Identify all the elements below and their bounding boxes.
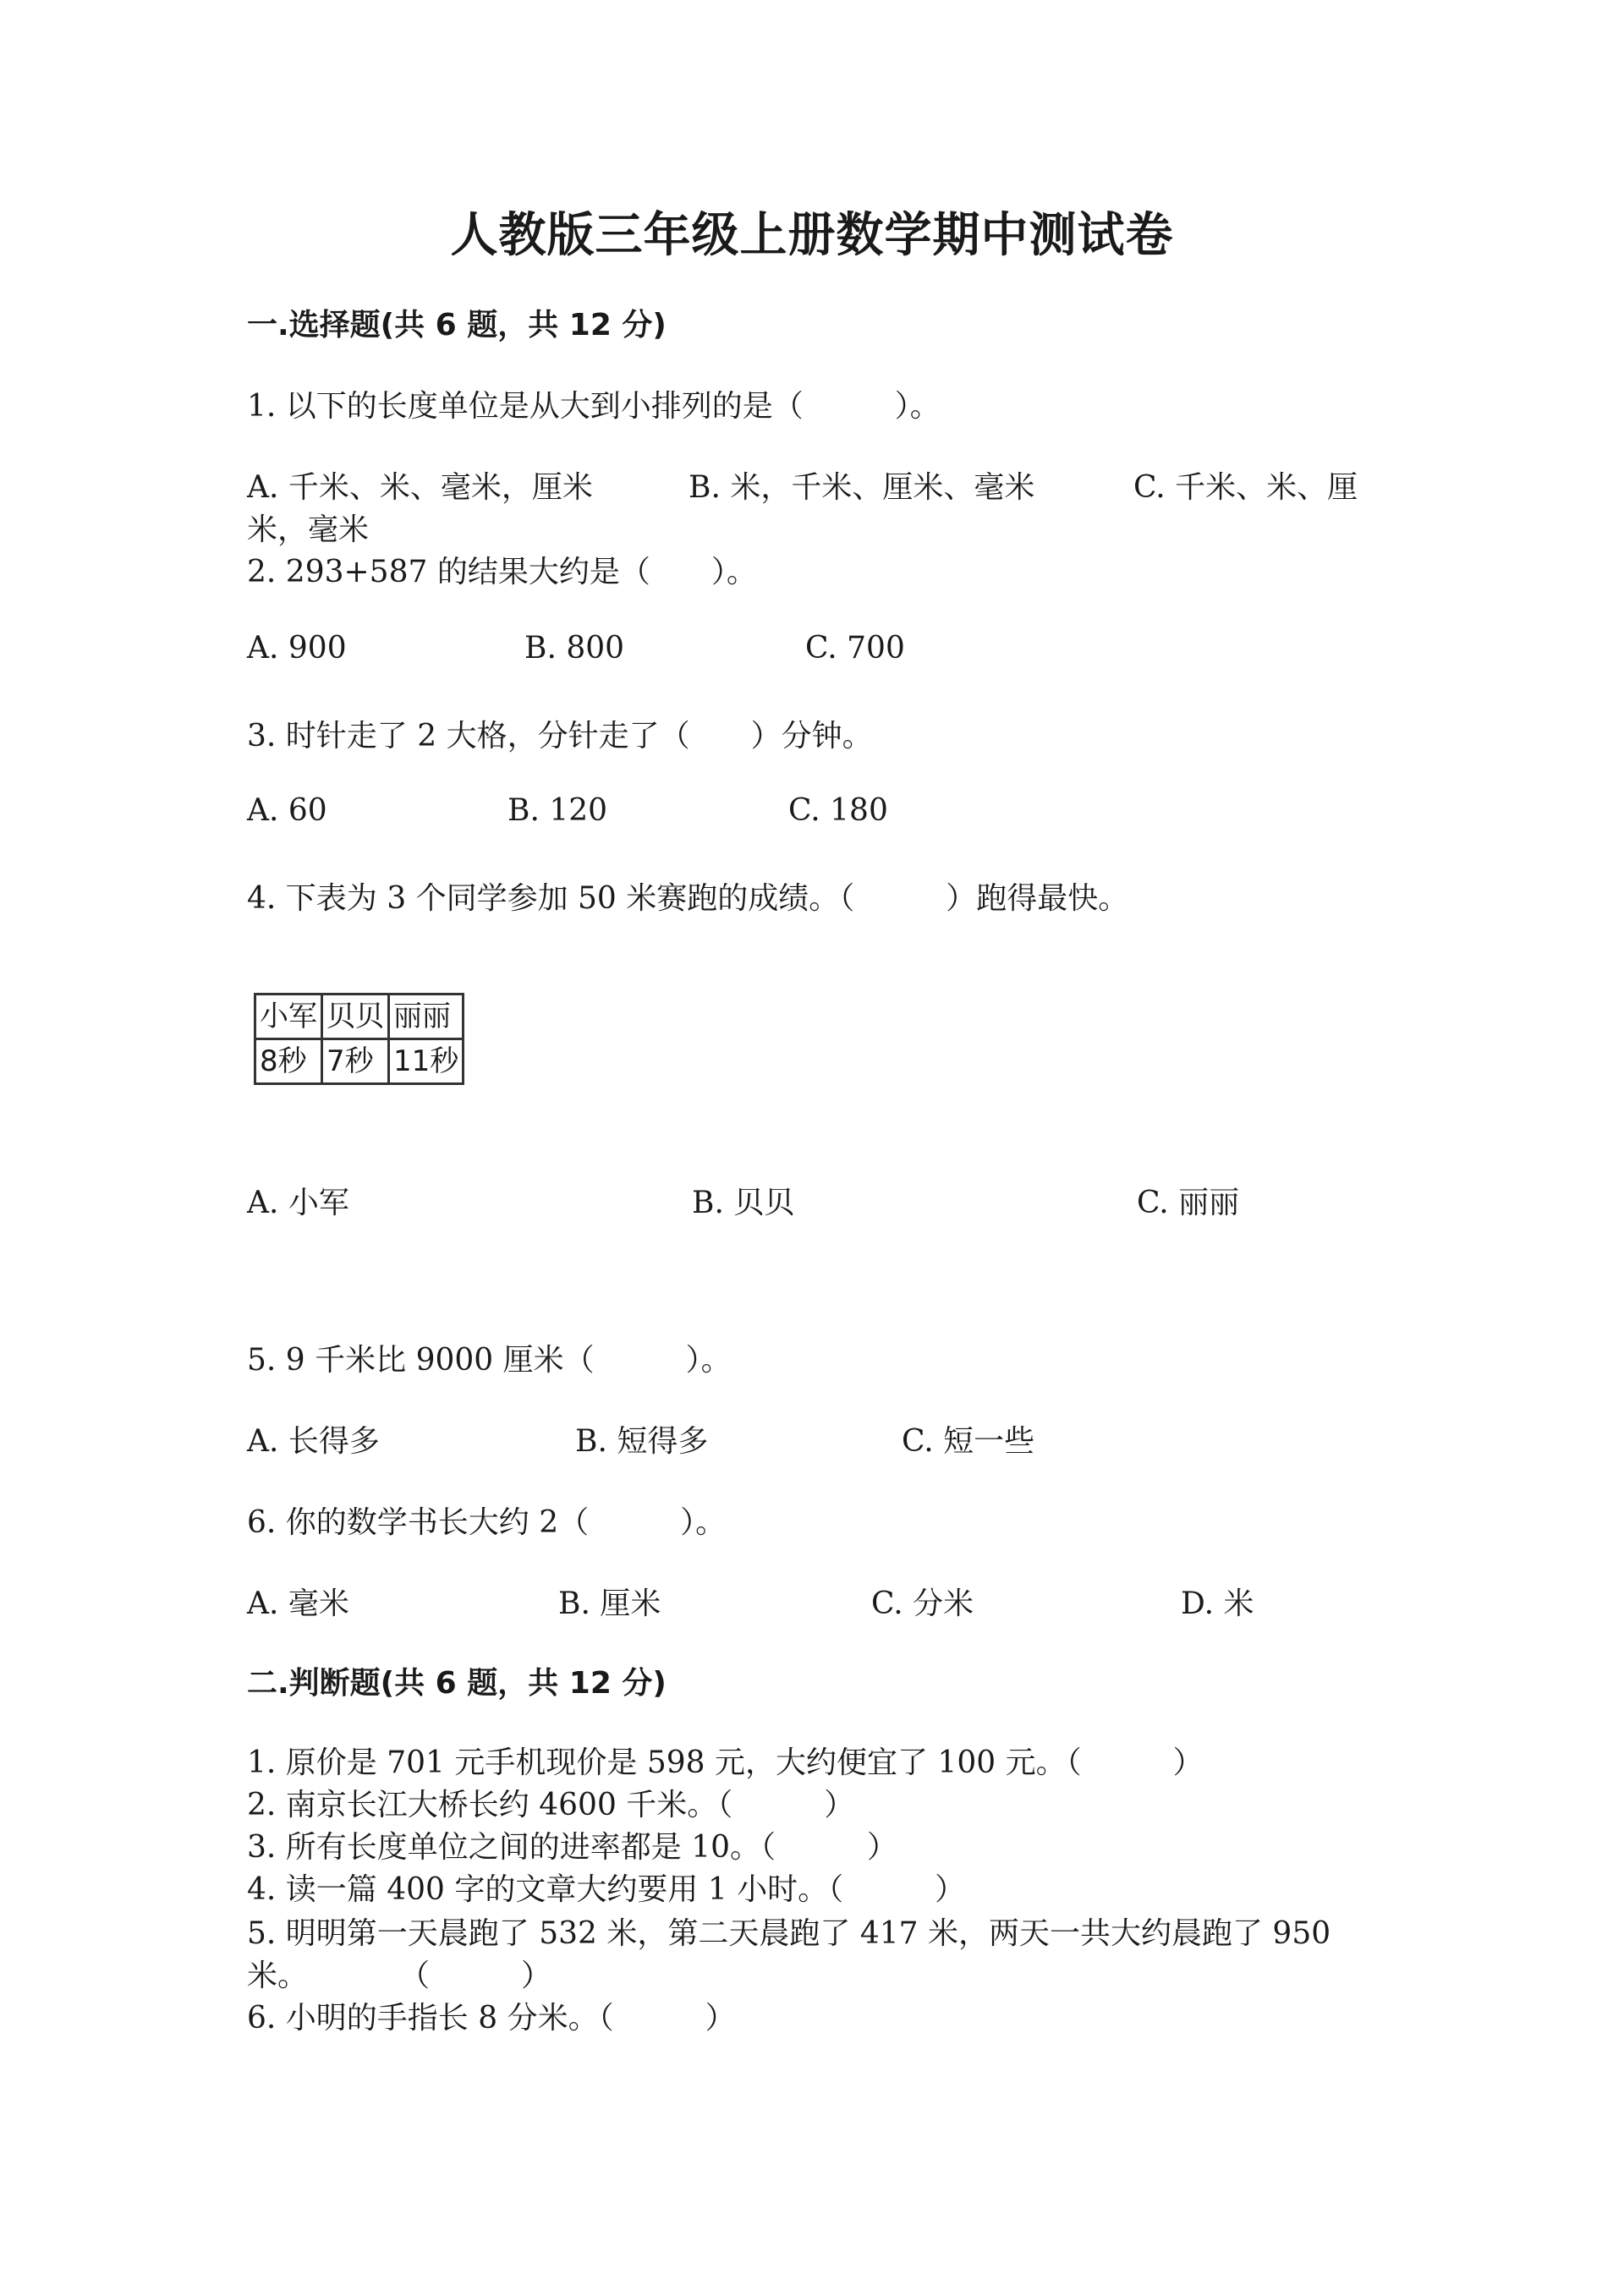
question-5-option-a: A. 长得多 [247, 1424, 380, 1459]
race-results-table [254, 993, 464, 1085]
table-row [255, 1039, 464, 1084]
section-heading-choice: 一.选择题(共 6 题，共 12 分) [247, 308, 667, 342]
table-cell-value: 7秒 [322, 1039, 389, 1084]
question-6-option-a: A. 毫米 [247, 1586, 349, 1621]
question-1-stem: 1. 以下的长度单位是从大到小排列的是（ ）。 [247, 389, 941, 424]
question-5-option-c: C. 短一些 [902, 1424, 1035, 1459]
table-cell-header: 丽丽 [389, 995, 464, 1039]
question-1-option-c: C. 千米、米、厘 [1133, 470, 1358, 505]
question-6-option-b: B. 厘米 [558, 1586, 661, 1621]
question-3-option-a: A. 60 [247, 793, 327, 828]
question-2-stem: 2. 293+587 的结果大约是（ ）。 [247, 555, 757, 589]
question-6-option-c: C. 分米 [871, 1586, 974, 1621]
question-5-stem: 5. 9 千米比 9000 厘米（ ）。 [247, 1343, 732, 1378]
table-cell-value: 8秒 [255, 1039, 322, 1084]
question-4-option-c: C. 丽丽 [1137, 1186, 1240, 1220]
judgement-item-1: 1. 原价是 701 元手机现价是 598 元，大约便宜了 100 元。（ ） [247, 1745, 1204, 1780]
judgement-item-3: 3. 所有长度单位之间的进率都是 10。（ ） [247, 1830, 898, 1865]
judgement-item-2: 2. 南京长江大桥长约 4600 千米。（ ） [247, 1788, 855, 1822]
question-6-option-d: D. 米 [1181, 1586, 1254, 1621]
question-1-option-b: B. 米，千米、厘米、毫米 [689, 470, 1035, 505]
question-4-option-b: B. 贝贝 [692, 1186, 795, 1220]
question-1-option-c-continuation: 米，毫米 [247, 512, 370, 547]
page-title: 人教版三年级上册数学期中测试卷 [450, 207, 1174, 263]
table-cell-header: 小军 [255, 995, 322, 1039]
question-4-option-a: A. 小军 [247, 1186, 349, 1220]
judgement-item-6: 6. 小明的手指长 8 分米。（ ） [247, 2001, 736, 2036]
question-4-stem: 4. 下表为 3 个同学参加 50 米赛跑的成绩。（ ）跑得最快。 [247, 881, 1129, 916]
question-6-stem: 6. 你的数学书长大约 2（ ）。 [247, 1505, 727, 1540]
question-3-stem: 3. 时针走了 2 大格，分针走了（ ）分钟。 [247, 719, 873, 753]
question-1-option-a: A. 千米、米、毫米，厘米 [247, 470, 593, 505]
question-2-option-c: C. 700 [805, 631, 905, 666]
question-5-option-b: B. 短得多 [575, 1424, 709, 1459]
table-header-row [255, 995, 464, 1039]
judgement-item-5-continuation: 米。 （ ） [247, 1959, 552, 1993]
question-2-option-a: A. 900 [247, 631, 347, 666]
judgement-item-4: 4. 读一篇 400 字的文章大约要用 1 小时。（ ） [247, 1872, 966, 1907]
question-2-option-b: B. 800 [524, 631, 625, 666]
table-cell-header: 贝贝 [322, 995, 389, 1039]
section-heading-judgement: 二.判断题(共 6 题，共 12 分) [247, 1666, 667, 1701]
table-cell-value: 11秒 [389, 1039, 464, 1084]
question-3-option-c: C. 180 [788, 793, 888, 828]
judgement-item-5: 5. 明明第一天晨跑了 532 米，第二天晨跑了 417 米，两天一共大约晨跑了 950 [247, 1916, 1331, 1951]
question-3-option-b: B. 120 [508, 793, 608, 828]
